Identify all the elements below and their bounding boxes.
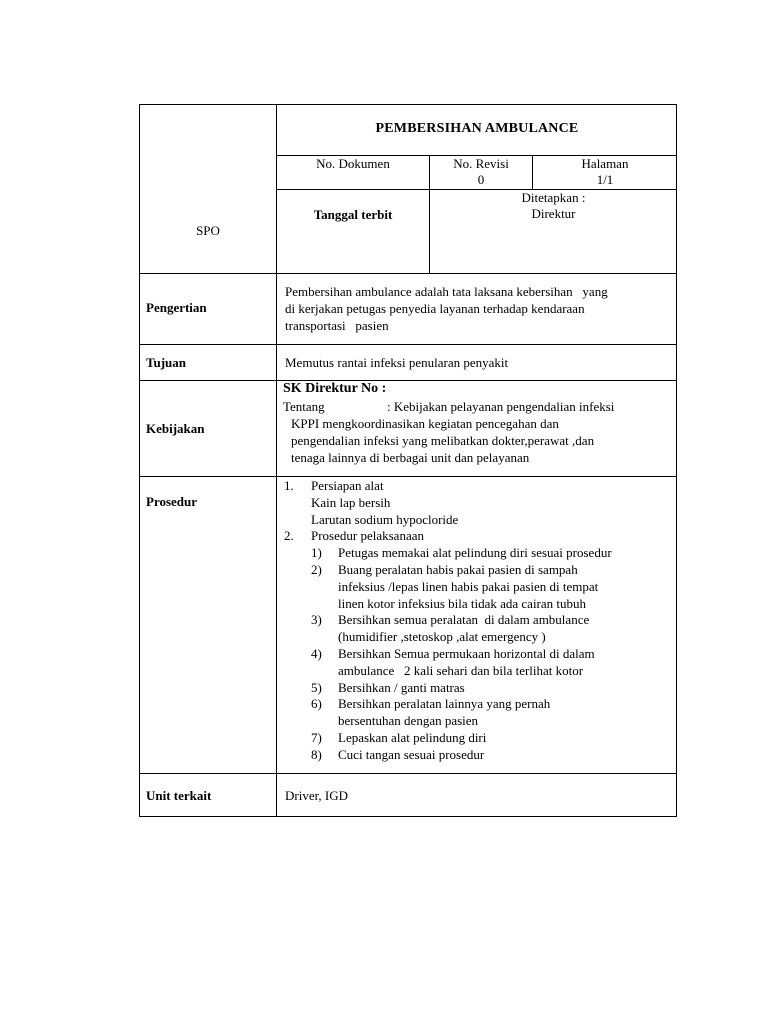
procedure-step-continuation <box>284 596 676 613</box>
spo-document <box>139 104 677 817</box>
approval-label: Ditetapkan : <box>521 190 586 205</box>
step-text: Bersihkan semua peralatan di dalam ambulance <box>338 612 590 628</box>
section-persiapan <box>284 478 676 495</box>
step-text: Petugas memakai alat pelindung diri sesuai prosedur <box>338 545 612 561</box>
procedure-step-continuation <box>284 629 676 646</box>
kebijakan-sk: SK Direktur No : <box>283 381 387 396</box>
step-text: Bersihkan / ganti matras <box>338 679 465 695</box>
step-text: Cuci tangan sesuai prosedur <box>338 746 485 762</box>
section-title: Persiapan alat <box>311 478 384 493</box>
section-number: 1. <box>284 478 294 493</box>
procedure-step <box>284 612 676 629</box>
tujuan-text: Memutus rantai infeksi penularan penyakit <box>285 355 509 370</box>
procedure-step-continuation <box>284 663 676 680</box>
prosedur-label: Prosedur <box>146 494 198 509</box>
kebijakan-tentang: Tentang <box>283 399 325 414</box>
procedure-step <box>284 696 676 713</box>
approver-name: Direktur <box>531 206 576 221</box>
step-number: 3) <box>311 612 322 628</box>
step-text: bersentuhan dengan pasien <box>338 713 479 729</box>
spo-label: SPO <box>196 223 220 238</box>
procedure-step <box>284 680 676 697</box>
logo-cell <box>139 104 277 274</box>
step-number: 7) <box>311 729 322 745</box>
procedure-steps <box>284 545 676 763</box>
step-text: Bersihkan peralatan lainnya yang pernah <box>338 696 551 712</box>
procedure-step <box>284 646 676 663</box>
unit-label: Unit terkait <box>146 788 212 803</box>
step-number: 1) <box>311 545 322 561</box>
issue-date-label: Tanggal terbit <box>313 207 393 222</box>
page-value: 1/1 <box>596 172 614 187</box>
step-number: 2) <box>311 561 322 577</box>
step-number: 8) <box>311 746 322 762</box>
list-item: Larutan sodium hypocloride <box>311 511 459 527</box>
procedure-step <box>284 545 676 562</box>
step-number: 6) <box>311 696 322 712</box>
step-text: linen kotor infeksius bila tidak ada cairan tubuh <box>338 595 587 611</box>
pengertian-label: Pengertian <box>146 300 207 315</box>
row-unit <box>139 773 677 817</box>
unit-text: Driver, IGD <box>285 788 349 803</box>
prosedur-content <box>284 478 676 764</box>
page-label: Halaman <box>581 156 629 171</box>
kebijakan-line-1: : Kebijakan pelayanan pengendalian infeksi <box>387 399 615 414</box>
kebijakan-text: KPPI mengkoordinasikan kegiatan pencegahan dan pengendalian infeksi yang melibatkan dokter,perawat ,dan tenaga lainnya di berbagai unit dan pelayanan <box>291 416 595 465</box>
revision-value: 0 <box>477 172 485 187</box>
step-number: 4) <box>311 645 322 661</box>
section-title: Prosedur pelaksanaan <box>311 528 424 544</box>
step-text: Bersihkan Semua permukaan horizontal di dalam <box>338 645 595 661</box>
kebijakan-label: Kebijakan <box>146 421 205 436</box>
prosedur-sections <box>284 478 676 545</box>
step-text: Lepaskan alat pelindung diri <box>338 729 487 745</box>
step-text: Buang peralatan habis pakai pasien di sampah <box>338 561 578 577</box>
document-title: PEMBERSIHAN AMBULANCE <box>375 121 579 136</box>
doc-number-label: No. Dokumen <box>316 156 390 171</box>
list-item: Kain lap bersih <box>311 494 391 510</box>
step-text: (humidifier ,stetoskop ,alat emergency ) <box>338 629 546 645</box>
section-pelaksanaan <box>284 528 676 545</box>
pengertian-text: Pembersihan ambulance adalah tata laksana kebersihan yang di kerjakan petugas penyedia layanan terhadap kendaraan transportasi pasien <box>285 284 608 333</box>
section-number: 2. <box>284 528 294 544</box>
procedure-step <box>284 562 676 579</box>
label-column-divider <box>276 273 277 817</box>
procedure-step <box>284 730 676 747</box>
procedure-step <box>284 747 676 764</box>
step-number: 5) <box>311 679 322 695</box>
issue-date-cell <box>276 189 430 274</box>
tujuan-label: Tujuan <box>146 355 186 370</box>
revision-label: No. Revisi <box>453 156 509 171</box>
procedure-step-continuation <box>284 579 676 596</box>
step-text: ambulance 2 kali sehari dan bila terlihat kotor <box>338 662 584 678</box>
procedure-step-continuation <box>284 713 676 730</box>
step-text: infeksius /lepas linen habis pakai pasien di tempat <box>338 578 599 594</box>
